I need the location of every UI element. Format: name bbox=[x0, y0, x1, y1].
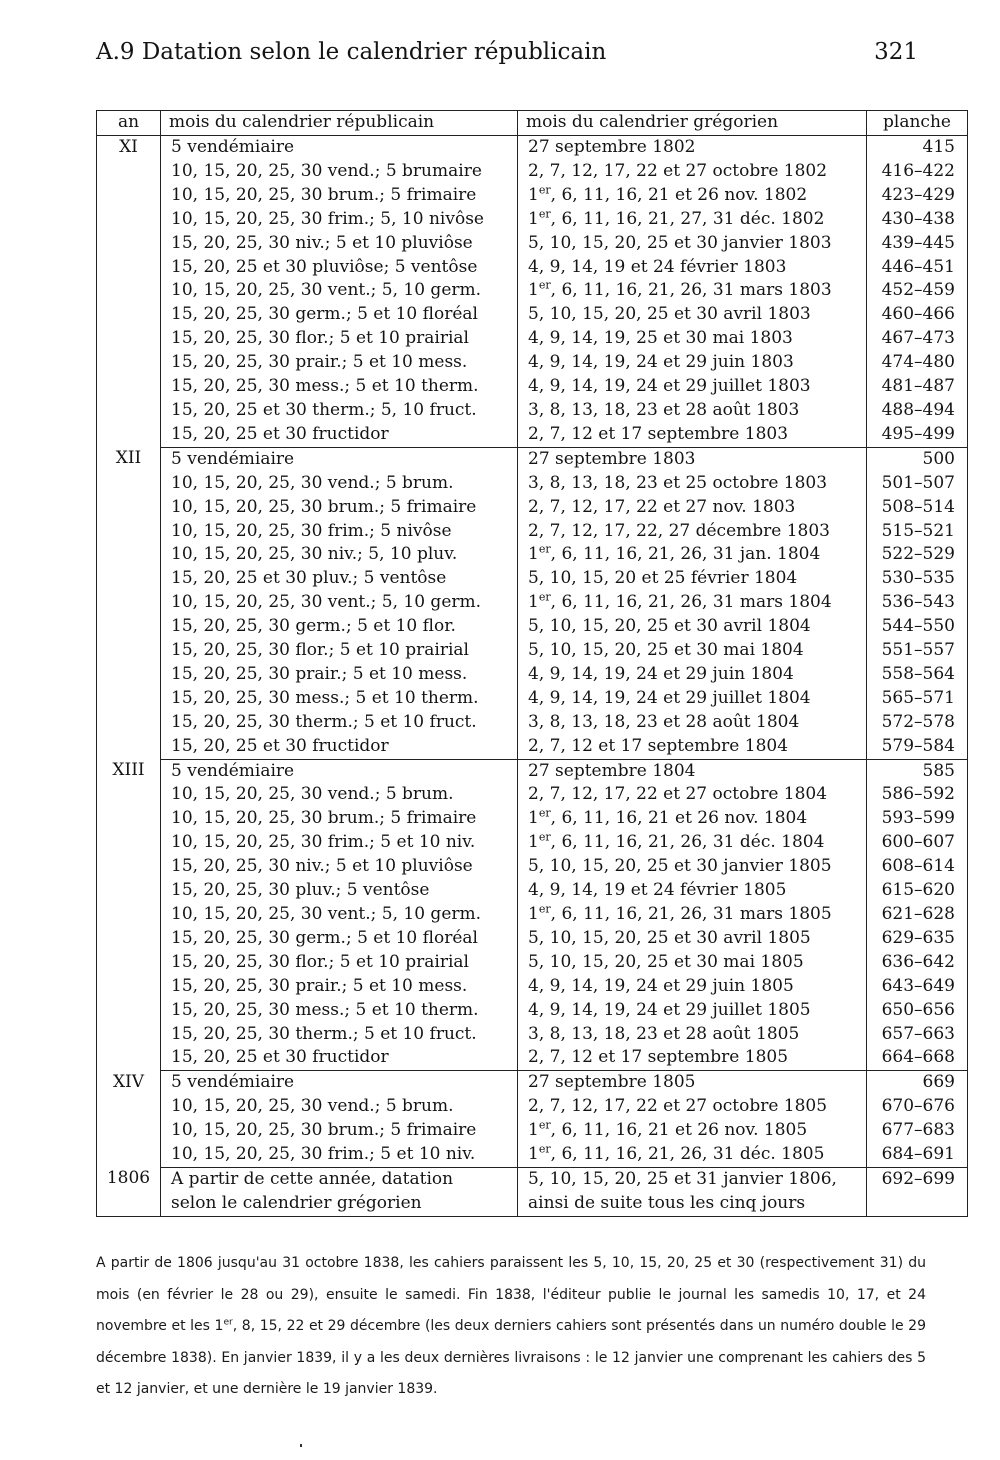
cell-republican-months: 15, 20, 25 et 30 therm.; 5, 10 fruct. bbox=[161, 399, 518, 423]
table-row bbox=[97, 591, 968, 615]
cell-gregorian-dates: 27 septembre 1804 bbox=[518, 759, 867, 783]
cell-planche: 650–656 bbox=[867, 999, 968, 1023]
cell-republican-months: 15, 20, 25, 30 mess.; 5 et 10 therm. bbox=[161, 375, 518, 399]
cell-gregorian-dates: 1er, 6, 11, 16, 21, 26, 31 mars 1803 bbox=[518, 279, 867, 303]
cell-republican-months: 10, 15, 20, 25, 30 vent.; 5, 10 germ. bbox=[161, 591, 518, 615]
cell-an bbox=[97, 496, 161, 520]
table-row bbox=[97, 496, 968, 520]
header-row bbox=[97, 111, 968, 136]
cell-planche: 643–649 bbox=[867, 975, 968, 999]
cell-republican-months: 15, 20, 25, 30 prair.; 5 et 10 mess. bbox=[161, 663, 518, 687]
cell-republican-months: 15, 20, 25, 30 flor.; 5 et 10 prairial bbox=[161, 951, 518, 975]
table-row bbox=[97, 1046, 968, 1070]
cell-gregorian-dates: 5, 10, 15, 20, 25 et 30 janvier 1805 bbox=[518, 855, 867, 879]
cell-planche: 467–473 bbox=[867, 327, 968, 351]
cell-gregorian-dates: 1er, 6, 11, 16, 21 et 26 nov. 1804 bbox=[518, 807, 867, 831]
cell-planche: 572–578 bbox=[867, 711, 968, 735]
table-row bbox=[97, 759, 968, 783]
cell-planche: 579–584 bbox=[867, 735, 968, 759]
cell-republican-months: 10, 15, 20, 25, 30 frim.; 5, 10 nivôse bbox=[161, 208, 518, 232]
cell-gregorian-dates: 2, 7, 12 et 17 septembre 1805 bbox=[518, 1046, 867, 1070]
table-row bbox=[97, 567, 968, 591]
cell-an bbox=[97, 423, 161, 447]
cell-gregorian-dates: 4, 9, 14, 19, 24 et 29 juillet 1804 bbox=[518, 687, 867, 711]
cell-planche: 501–507 bbox=[867, 472, 968, 496]
table-row bbox=[97, 975, 968, 999]
cell-republican-months: 10, 15, 20, 25, 30 vend.; 5 brum. bbox=[161, 472, 518, 496]
table-row bbox=[97, 447, 968, 471]
cell-republican-months: selon le calendrier grégorien bbox=[161, 1192, 518, 1216]
cell-planche: 565–571 bbox=[867, 687, 968, 711]
column-header-republican: mois du calendrier républicain bbox=[161, 111, 518, 136]
table-row bbox=[97, 831, 968, 855]
cell-gregorian-dates: 5, 10, 15, 20, 25 et 30 avril 1803 bbox=[518, 303, 867, 327]
cell-gregorian-dates: 1er, 6, 11, 16, 21 et 26 nov. 1802 bbox=[518, 184, 867, 208]
table-row bbox=[97, 472, 968, 496]
cell-republican-months: 15, 20, 25, 30 prair.; 5 et 10 mess. bbox=[161, 975, 518, 999]
cell-gregorian-dates: 4, 9, 14, 19, 24 et 29 juin 1805 bbox=[518, 975, 867, 999]
cell-republican-months: 5 vendémiaire bbox=[161, 1071, 518, 1095]
cell-an bbox=[97, 375, 161, 399]
cell-an bbox=[97, 831, 161, 855]
cell-an bbox=[97, 256, 161, 280]
cell-an bbox=[97, 975, 161, 999]
cell-planche: 608–614 bbox=[867, 855, 968, 879]
cell-gregorian-dates: 1er, 6, 11, 16, 21, 26, 31 mars 1804 bbox=[518, 591, 867, 615]
table-row bbox=[97, 1192, 968, 1216]
table-row bbox=[97, 208, 968, 232]
table-row bbox=[97, 687, 968, 711]
cell-republican-months: 15, 20, 25, 30 prair.; 5 et 10 mess. bbox=[161, 351, 518, 375]
cell-gregorian-dates: 1er, 6, 11, 16, 21, 26, 31 déc. 1804 bbox=[518, 831, 867, 855]
cell-republican-months: 15, 20, 25 et 30 pluv.; 5 ventôse bbox=[161, 567, 518, 591]
cell-republican-months: 10, 15, 20, 25, 30 vend.; 5 brum. bbox=[161, 783, 518, 807]
cell-gregorian-dates: 2, 7, 12 et 17 septembre 1804 bbox=[518, 735, 867, 759]
cell-an bbox=[97, 879, 161, 903]
table-row bbox=[97, 279, 968, 303]
cell-planche: 446–451 bbox=[867, 256, 968, 280]
table-row bbox=[97, 807, 968, 831]
cell-republican-months: 15, 20, 25, 30 mess.; 5 et 10 therm. bbox=[161, 999, 518, 1023]
cell-gregorian-dates: 4, 9, 14, 19 et 24 février 1803 bbox=[518, 256, 867, 280]
cell-republican-months: 10, 15, 20, 25, 30 vent.; 5, 10 germ. bbox=[161, 279, 518, 303]
table-header bbox=[97, 111, 968, 136]
cell-gregorian-dates: 1er, 6, 11, 16, 21, 26, 31 jan. 1804 bbox=[518, 543, 867, 567]
cell-an bbox=[97, 639, 161, 663]
cell-planche: 515–521 bbox=[867, 520, 968, 544]
table-row bbox=[97, 1071, 968, 1095]
table-row bbox=[97, 903, 968, 927]
cell-an bbox=[97, 999, 161, 1023]
table-row bbox=[97, 1095, 968, 1119]
cell-gregorian-dates: 1er, 6, 11, 16, 21, 27, 31 déc. 1802 bbox=[518, 208, 867, 232]
cell-gregorian-dates: ainsi de suite tous les cinq jours bbox=[518, 1192, 867, 1216]
cell-planche: 416–422 bbox=[867, 160, 968, 184]
table-row bbox=[97, 256, 968, 280]
cell-republican-months: 15, 20, 25, 30 germ.; 5 et 10 flor. bbox=[161, 615, 518, 639]
cell-planche: 423–429 bbox=[867, 184, 968, 208]
cell-gregorian-dates: 2, 7, 12, 17, 22 et 27 octobre 1802 bbox=[518, 160, 867, 184]
column-header-gregorian: mois du calendrier grégorien bbox=[518, 111, 867, 136]
cell-gregorian-dates: 1er, 6, 11, 16, 21, 26, 31 déc. 1805 bbox=[518, 1143, 867, 1167]
cell-republican-months: 15, 20, 25 et 30 fructidor bbox=[161, 1046, 518, 1070]
table-row bbox=[97, 711, 968, 735]
cell-an bbox=[97, 232, 161, 256]
cell-an bbox=[97, 903, 161, 927]
cell-republican-months: 10, 15, 20, 25, 30 brum.; 5 frimaire bbox=[161, 1119, 518, 1143]
cell-republican-months: 15, 20, 25, 30 niv.; 5 et 10 pluviôse bbox=[161, 855, 518, 879]
cell-gregorian-dates: 2, 7, 12, 17, 22 et 27 octobre 1804 bbox=[518, 783, 867, 807]
cell-republican-months: 10, 15, 20, 25, 30 brum.; 5 frimaire bbox=[161, 807, 518, 831]
cell-republican-months: 15, 20, 25, 30 niv.; 5 et 10 pluviôse bbox=[161, 232, 518, 256]
cell-republican-months: 10, 15, 20, 25, 30 brum.; 5 frimaire bbox=[161, 184, 518, 208]
cell-planche: 621–628 bbox=[867, 903, 968, 927]
cell-gregorian-dates: 5, 10, 15, 20, 25 et 30 avril 1804 bbox=[518, 615, 867, 639]
cell-republican-months: 10, 15, 20, 25, 30 vent.; 5, 10 germ. bbox=[161, 903, 518, 927]
cell-republican-months: 10, 15, 20, 25, 30 niv.; 5, 10 pluv. bbox=[161, 543, 518, 567]
cell-gregorian-dates: 5, 10, 15, 20, 25 et 30 mai 1805 bbox=[518, 951, 867, 975]
cell-planche: 452–459 bbox=[867, 279, 968, 303]
cell-an bbox=[97, 687, 161, 711]
cell-republican-months: 10, 15, 20, 25, 30 vend.; 5 brum. bbox=[161, 1095, 518, 1119]
table-row bbox=[97, 303, 968, 327]
cell-planche: 474–480 bbox=[867, 351, 968, 375]
cell-gregorian-dates: 27 septembre 1802 bbox=[518, 136, 867, 160]
cell-republican-months: 15, 20, 25, 30 germ.; 5 et 10 floréal bbox=[161, 927, 518, 951]
cell-republican-months: 15, 20, 25, 30 pluv.; 5 ventôse bbox=[161, 879, 518, 903]
table-row bbox=[97, 136, 968, 160]
table-row bbox=[97, 232, 968, 256]
cell-republican-months: 10, 15, 20, 25, 30 brum.; 5 frimaire bbox=[161, 496, 518, 520]
cell-an bbox=[97, 303, 161, 327]
cell-an bbox=[97, 783, 161, 807]
cell-an bbox=[97, 855, 161, 879]
cell-planche: 536–543 bbox=[867, 591, 968, 615]
cell-planche: 692–699 bbox=[867, 1167, 968, 1191]
cell-planche: 481–487 bbox=[867, 375, 968, 399]
table-row bbox=[97, 951, 968, 975]
cell-an bbox=[97, 615, 161, 639]
cell-republican-months: 10, 15, 20, 25, 30 frim.; 5 et 10 niv. bbox=[161, 1143, 518, 1167]
table-row bbox=[97, 351, 968, 375]
stray-mark bbox=[300, 1444, 302, 1447]
cell-an bbox=[97, 663, 161, 687]
cell-an bbox=[97, 711, 161, 735]
cell-planche: 664–668 bbox=[867, 1046, 968, 1070]
cell-planche: 544–550 bbox=[867, 615, 968, 639]
cell-planche: 677–683 bbox=[867, 1119, 968, 1143]
cell-planche: 586–592 bbox=[867, 783, 968, 807]
cell-republican-months: 10, 15, 20, 25, 30 frim.; 5 et 10 niv. bbox=[161, 831, 518, 855]
cell-planche: 684–691 bbox=[867, 1143, 968, 1167]
cell-an bbox=[97, 520, 161, 544]
section-title: A.9 Datation selon le calendrier républicain bbox=[96, 39, 607, 65]
cell-planche: 500 bbox=[867, 447, 968, 471]
cell-planche: 657–663 bbox=[867, 1023, 968, 1047]
cell-an bbox=[97, 351, 161, 375]
column-header-planche: planche bbox=[867, 111, 968, 136]
page-header bbox=[96, 32, 918, 72]
table-row bbox=[97, 327, 968, 351]
cell-an bbox=[97, 184, 161, 208]
cell-gregorian-dates: 1er, 6, 11, 16, 21 et 26 nov. 1805 bbox=[518, 1119, 867, 1143]
cell-an bbox=[97, 1046, 161, 1070]
cell-an bbox=[97, 1192, 161, 1216]
cell-an bbox=[97, 208, 161, 232]
cell-planche: 585 bbox=[867, 759, 968, 783]
cell-republican-months: 15, 20, 25, 30 flor.; 5 et 10 prairial bbox=[161, 639, 518, 663]
table-row bbox=[97, 663, 968, 687]
table-row bbox=[97, 1143, 968, 1167]
cell-planche: 495–499 bbox=[867, 423, 968, 447]
cell-gregorian-dates: 1er, 6, 11, 16, 21, 26, 31 mars 1805 bbox=[518, 903, 867, 927]
table-row bbox=[97, 1119, 968, 1143]
cell-gregorian-dates: 4, 9, 14, 19, 24 et 29 juillet 1805 bbox=[518, 999, 867, 1023]
cell-an bbox=[97, 327, 161, 351]
cell-an: XI bbox=[97, 136, 161, 160]
cell-planche: 600–607 bbox=[867, 831, 968, 855]
table-row bbox=[97, 927, 968, 951]
cell-republican-months: 15, 20, 25, 30 mess.; 5 et 10 therm. bbox=[161, 687, 518, 711]
cell-planche: 530–535 bbox=[867, 567, 968, 591]
table-row bbox=[97, 1167, 968, 1191]
cell-gregorian-dates: 3, 8, 13, 18, 23 et 28 août 1804 bbox=[518, 711, 867, 735]
cell-planche: 488–494 bbox=[867, 399, 968, 423]
column-header-an: an bbox=[97, 111, 161, 136]
cell-republican-months: 15, 20, 25 et 30 fructidor bbox=[161, 735, 518, 759]
cell-gregorian-dates: 5, 10, 15, 20, 25 et 30 avril 1805 bbox=[518, 927, 867, 951]
cell-gregorian-dates: 5, 10, 15, 20, 25 et 30 janvier 1803 bbox=[518, 232, 867, 256]
cell-republican-months: 10, 15, 20, 25, 30 frim.; 5 nivôse bbox=[161, 520, 518, 544]
cell-gregorian-dates: 3, 8, 13, 18, 23 et 28 août 1805 bbox=[518, 1023, 867, 1047]
cell-planche: 669 bbox=[867, 1071, 968, 1095]
table-body bbox=[97, 136, 968, 1217]
cell-republican-months: 5 vendémiaire bbox=[161, 759, 518, 783]
cell-gregorian-dates: 3, 8, 13, 18, 23 et 28 août 1803 bbox=[518, 399, 867, 423]
cell-gregorian-dates: 4, 9, 14, 19, 25 et 30 mai 1803 bbox=[518, 327, 867, 351]
cell-planche: 551–557 bbox=[867, 639, 968, 663]
cell-an: 1806 bbox=[97, 1167, 161, 1191]
cell-gregorian-dates: 4, 9, 14, 19, 24 et 29 juillet 1803 bbox=[518, 375, 867, 399]
cell-an bbox=[97, 1143, 161, 1167]
cell-gregorian-dates: 5, 10, 15, 20, 25 et 31 janvier 1806, bbox=[518, 1167, 867, 1191]
cell-an bbox=[97, 1095, 161, 1119]
cell-republican-months: 15, 20, 25, 30 therm.; 5 et 10 fruct. bbox=[161, 711, 518, 735]
cell-gregorian-dates: 4, 9, 14, 19, 24 et 29 juin 1804 bbox=[518, 663, 867, 687]
cell-republican-months: 15, 20, 25, 30 flor.; 5 et 10 prairial bbox=[161, 327, 518, 351]
cell-planche: 522–529 bbox=[867, 543, 968, 567]
cell-republican-months: 15, 20, 25 et 30 fructidor bbox=[161, 423, 518, 447]
cell-planche: 460–466 bbox=[867, 303, 968, 327]
cell-republican-months: A partir de cette année, datation bbox=[161, 1167, 518, 1191]
table-row bbox=[97, 639, 968, 663]
table-row bbox=[97, 855, 968, 879]
cell-an bbox=[97, 472, 161, 496]
cell-gregorian-dates: 27 septembre 1803 bbox=[518, 447, 867, 471]
cell-planche: 415 bbox=[867, 136, 968, 160]
cell-planche: 670–676 bbox=[867, 1095, 968, 1119]
cell-republican-months: 15, 20, 25 et 30 pluviôse; 5 ventôse bbox=[161, 256, 518, 280]
cell-planche: 558–564 bbox=[867, 663, 968, 687]
cell-planche bbox=[867, 1192, 968, 1216]
cell-an bbox=[97, 160, 161, 184]
cell-gregorian-dates: 2, 7, 12 et 17 septembre 1803 bbox=[518, 423, 867, 447]
cell-planche: 593–599 bbox=[867, 807, 968, 831]
cell-an bbox=[97, 951, 161, 975]
cell-gregorian-dates: 2, 7, 12, 17, 22 et 27 nov. 1803 bbox=[518, 496, 867, 520]
page-number: 321 bbox=[874, 39, 918, 65]
cell-republican-months: 10, 15, 20, 25, 30 vend.; 5 brumaire bbox=[161, 160, 518, 184]
cell-republican-months: 15, 20, 25, 30 therm.; 5 et 10 fruct. bbox=[161, 1023, 518, 1047]
cell-republican-months: 15, 20, 25, 30 germ.; 5 et 10 floréal bbox=[161, 303, 518, 327]
cell-planche: 636–642 bbox=[867, 951, 968, 975]
table-row bbox=[97, 999, 968, 1023]
table-row bbox=[97, 399, 968, 423]
cell-planche: 439–445 bbox=[867, 232, 968, 256]
cell-an bbox=[97, 591, 161, 615]
cell-republican-months: 5 vendémiaire bbox=[161, 136, 518, 160]
table-row bbox=[97, 543, 968, 567]
table-row bbox=[97, 520, 968, 544]
cell-an bbox=[97, 279, 161, 303]
table-row bbox=[97, 184, 968, 208]
cell-an bbox=[97, 807, 161, 831]
cell-gregorian-dates: 4, 9, 14, 19 et 24 février 1805 bbox=[518, 879, 867, 903]
cell-an bbox=[97, 735, 161, 759]
cell-republican-months: 5 vendémiaire bbox=[161, 447, 518, 471]
cell-gregorian-dates: 3, 8, 13, 18, 23 et 25 octobre 1803 bbox=[518, 472, 867, 496]
footnote-paragraph: A partir de 1806 jusqu'au 31 octobre 1838, les cahiers paraissent les 5, 10, 15, 20, 25 et 30 (respectivement 31) du mois (en février le 28 ou 29), ensuite le samedi. Fin 1838, l'éditeur publie le journal les samedis 10, 17, et 24 novembre et les 1er, 8, 15, 22 et 29 décembre (les deux derniers cahiers sont présentés dans un numéro double le 29 décembre 1838). En janvier 1839, il y a les deux dernières livraisons : le 12 janvier une comprenant les cahiers des 5 et 12 janvier, et une dernière le 19 janvier 1839. bbox=[96, 1255, 926, 1397]
cell-an bbox=[97, 927, 161, 951]
cell-an: XIV bbox=[97, 1071, 161, 1095]
cell-gregorian-dates: 2, 7, 12, 17, 22, 27 décembre 1803 bbox=[518, 520, 867, 544]
table-row bbox=[97, 423, 968, 447]
cell-gregorian-dates: 2, 7, 12, 17, 22 et 27 octobre 1805 bbox=[518, 1095, 867, 1119]
table-row bbox=[97, 615, 968, 639]
cell-planche: 629–635 bbox=[867, 927, 968, 951]
table-row bbox=[97, 1023, 968, 1047]
table-row bbox=[97, 375, 968, 399]
cell-an bbox=[97, 1023, 161, 1047]
cell-an bbox=[97, 1119, 161, 1143]
cell-gregorian-dates: 27 septembre 1805 bbox=[518, 1071, 867, 1095]
cell-planche: 508–514 bbox=[867, 496, 968, 520]
cell-an bbox=[97, 567, 161, 591]
table-row bbox=[97, 735, 968, 759]
cell-an bbox=[97, 543, 161, 567]
table-row bbox=[97, 783, 968, 807]
cell-an: XII bbox=[97, 447, 161, 471]
cell-gregorian-dates: 4, 9, 14, 19, 24 et 29 juin 1803 bbox=[518, 351, 867, 375]
cell-gregorian-dates: 5, 10, 15, 20, 25 et 30 mai 1804 bbox=[518, 639, 867, 663]
table-row bbox=[97, 160, 968, 184]
calendar-table bbox=[96, 110, 968, 1217]
table-row bbox=[97, 879, 968, 903]
cell-gregorian-dates: 5, 10, 15, 20 et 25 février 1804 bbox=[518, 567, 867, 591]
cell-an: XIII bbox=[97, 759, 161, 783]
cell-planche: 430–438 bbox=[867, 208, 968, 232]
cell-planche: 615–620 bbox=[867, 879, 968, 903]
cell-an bbox=[97, 399, 161, 423]
